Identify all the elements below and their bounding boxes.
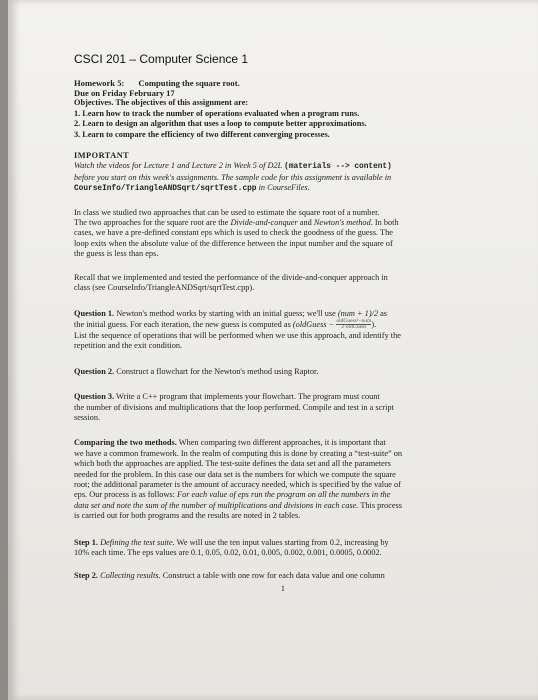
text-line: root; the additional parameter is the amount of accuracy needed, which is specified by the value of: [74, 479, 401, 489]
text-span: Newton's method works by starting with an initial guess; we'll use: [116, 308, 336, 318]
course-title: CSCI 201 – Computer Science 1: [74, 52, 249, 66]
text-line: cases, we have a pre-defined constant eps which is used to check the goodness of the guess. The: [74, 228, 393, 238]
question-2: [74, 367, 492, 377]
text-line: Recall that we implemented and tested the performance of the divide-and-conquer approach in: [74, 272, 388, 282]
important-section: [74, 151, 492, 195]
sample-code-path: CourseInfo/TriangleANDSqrt/sqrtTest.cpp: [74, 185, 257, 194]
text-line: repetition and the exit condition.: [74, 341, 183, 351]
text-line: which both the approaches are applied. The test-suite defines the data set and all the parameters: [74, 459, 391, 469]
text-line: class (see CourseInfo/TriangleANDSqrt/sqrtTest.cpp).: [74, 283, 255, 293]
text-line: In class we studied two approaches that can be used to estimate the square root of a number.: [74, 207, 380, 217]
text-span: the initial guess. For each iteration, the new guess is computed as: [74, 319, 291, 329]
text-span: eps. Our process is as follows:: [74, 490, 175, 500]
fraction-numerator: oldGuess²−num: [336, 317, 372, 324]
objective-item: 3. Learn to compare the efficiency of two different converging processes.: [74, 129, 330, 139]
initial-guess-formula: (num + 1)/2: [337, 308, 379, 318]
text-span: ).: [371, 319, 377, 329]
newton-formula: (oldGuess −: [292, 319, 335, 329]
step-2: [74, 571, 492, 581]
comparing-title: Comparing the two methods.: [74, 438, 177, 448]
text-line: is carried out for both programs and the results are noted in 2 tables.: [74, 511, 301, 521]
text-line: session.: [74, 412, 101, 422]
objectives-heading: Objectives. The objectives of this assignment are:: [74, 98, 249, 108]
newton-fraction: [336, 319, 371, 331]
due-date: Due on Friday February 17: [74, 88, 175, 99]
text-span: data set and note the sum of the number of multiplications and divisions in each case.: [74, 500, 359, 510]
question-1-label: Question 1.: [74, 308, 115, 318]
document-content: [74, 52, 492, 594]
text-line: needed for the problem. In this case our data set is the numbers for which we compute the square: [74, 469, 396, 479]
text-span: The two approaches for the square root are the: [74, 218, 229, 228]
text-span: Write a C++ program that implements your flowchart. The program must count: [116, 392, 380, 402]
important-path-materials: (materials --> content): [284, 163, 392, 172]
method-name-newton: Newton's method: [313, 218, 371, 228]
text-span: . In both: [370, 218, 399, 228]
comparing-section: [74, 438, 492, 521]
text-line: we have a common framework. In the realm of computing this is done by creating a “test-suite” on: [74, 448, 403, 458]
intro-paragraph: [74, 208, 492, 260]
step-1-label: Step 1.: [74, 537, 98, 547]
objectives-section: [74, 98, 492, 140]
important-line-3: in CourseFiles.: [258, 183, 310, 193]
homework-header: [74, 78, 492, 98]
text-span: For each value of eps run the program on all the numbers in the: [177, 490, 391, 500]
document-page: [8, 0, 538, 700]
objective-item: 2. Learn to design an algorithm that uses a loop to compute better approximations.: [74, 119, 367, 129]
question-3: [74, 392, 492, 423]
text-span: When comparing two different approaches, it is important that: [178, 438, 386, 448]
text-line: the guess is less than eps.: [74, 249, 159, 259]
text-line: List the sequence of operations that will be performed when we use this approach, and identify the: [74, 330, 401, 340]
fraction-denominator: 2·oldGuess: [341, 324, 367, 331]
text-span: We will use the ten input values starting from 0.2, increasing by: [176, 537, 389, 547]
text-line: loop exits when the absolute value of the difference between the input number and the square of: [74, 238, 393, 248]
homework-label: Homework 5:: [74, 78, 125, 88]
text-span: and: [299, 218, 312, 228]
question-1: [74, 309, 492, 352]
objective-item: 1. Learn how to track the number of operations evaluated when a program runs.: [74, 108, 360, 118]
step-1: [74, 538, 492, 559]
important-title: IMPORTANT: [74, 151, 130, 161]
question-2-label: Question 2.: [74, 366, 115, 376]
method-name-divide: Divide-and-conquer: [230, 218, 298, 228]
recall-paragraph: [74, 273, 492, 294]
question-2-text: Construct a flowchart for the Newton's method using Raptor.: [116, 366, 319, 376]
step-1-title: Defining the test suite.: [100, 537, 175, 547]
step-2-label: Step 2.: [74, 571, 98, 581]
text-span: This process: [360, 500, 403, 510]
important-line-1: Watch the videos for Lecture 1 and Lecture 2 in Week 5 of D2L: [74, 161, 283, 171]
question-3-label: Question 3.: [74, 392, 115, 402]
text-line: the number of divisions and multiplications that the loop performed. Compile and test in a script: [74, 402, 394, 412]
text-span: as: [380, 308, 388, 318]
important-line-2: before you start on this week's assignments. The sample code for this assignment is available in: [74, 172, 392, 182]
page-number: 1: [280, 583, 286, 593]
text-span: Construct a table with one row for each data value and one column: [162, 571, 385, 581]
step-2-title: Collecting results.: [100, 571, 161, 581]
eps-values-line: 10% each time. The eps values are 0.1, 0.05, 0.02, 0.01, 0.005, 0.002, 0.001, 0.0005, 0.0002.: [74, 548, 382, 557]
homework-title: Computing the square root.: [138, 78, 240, 88]
